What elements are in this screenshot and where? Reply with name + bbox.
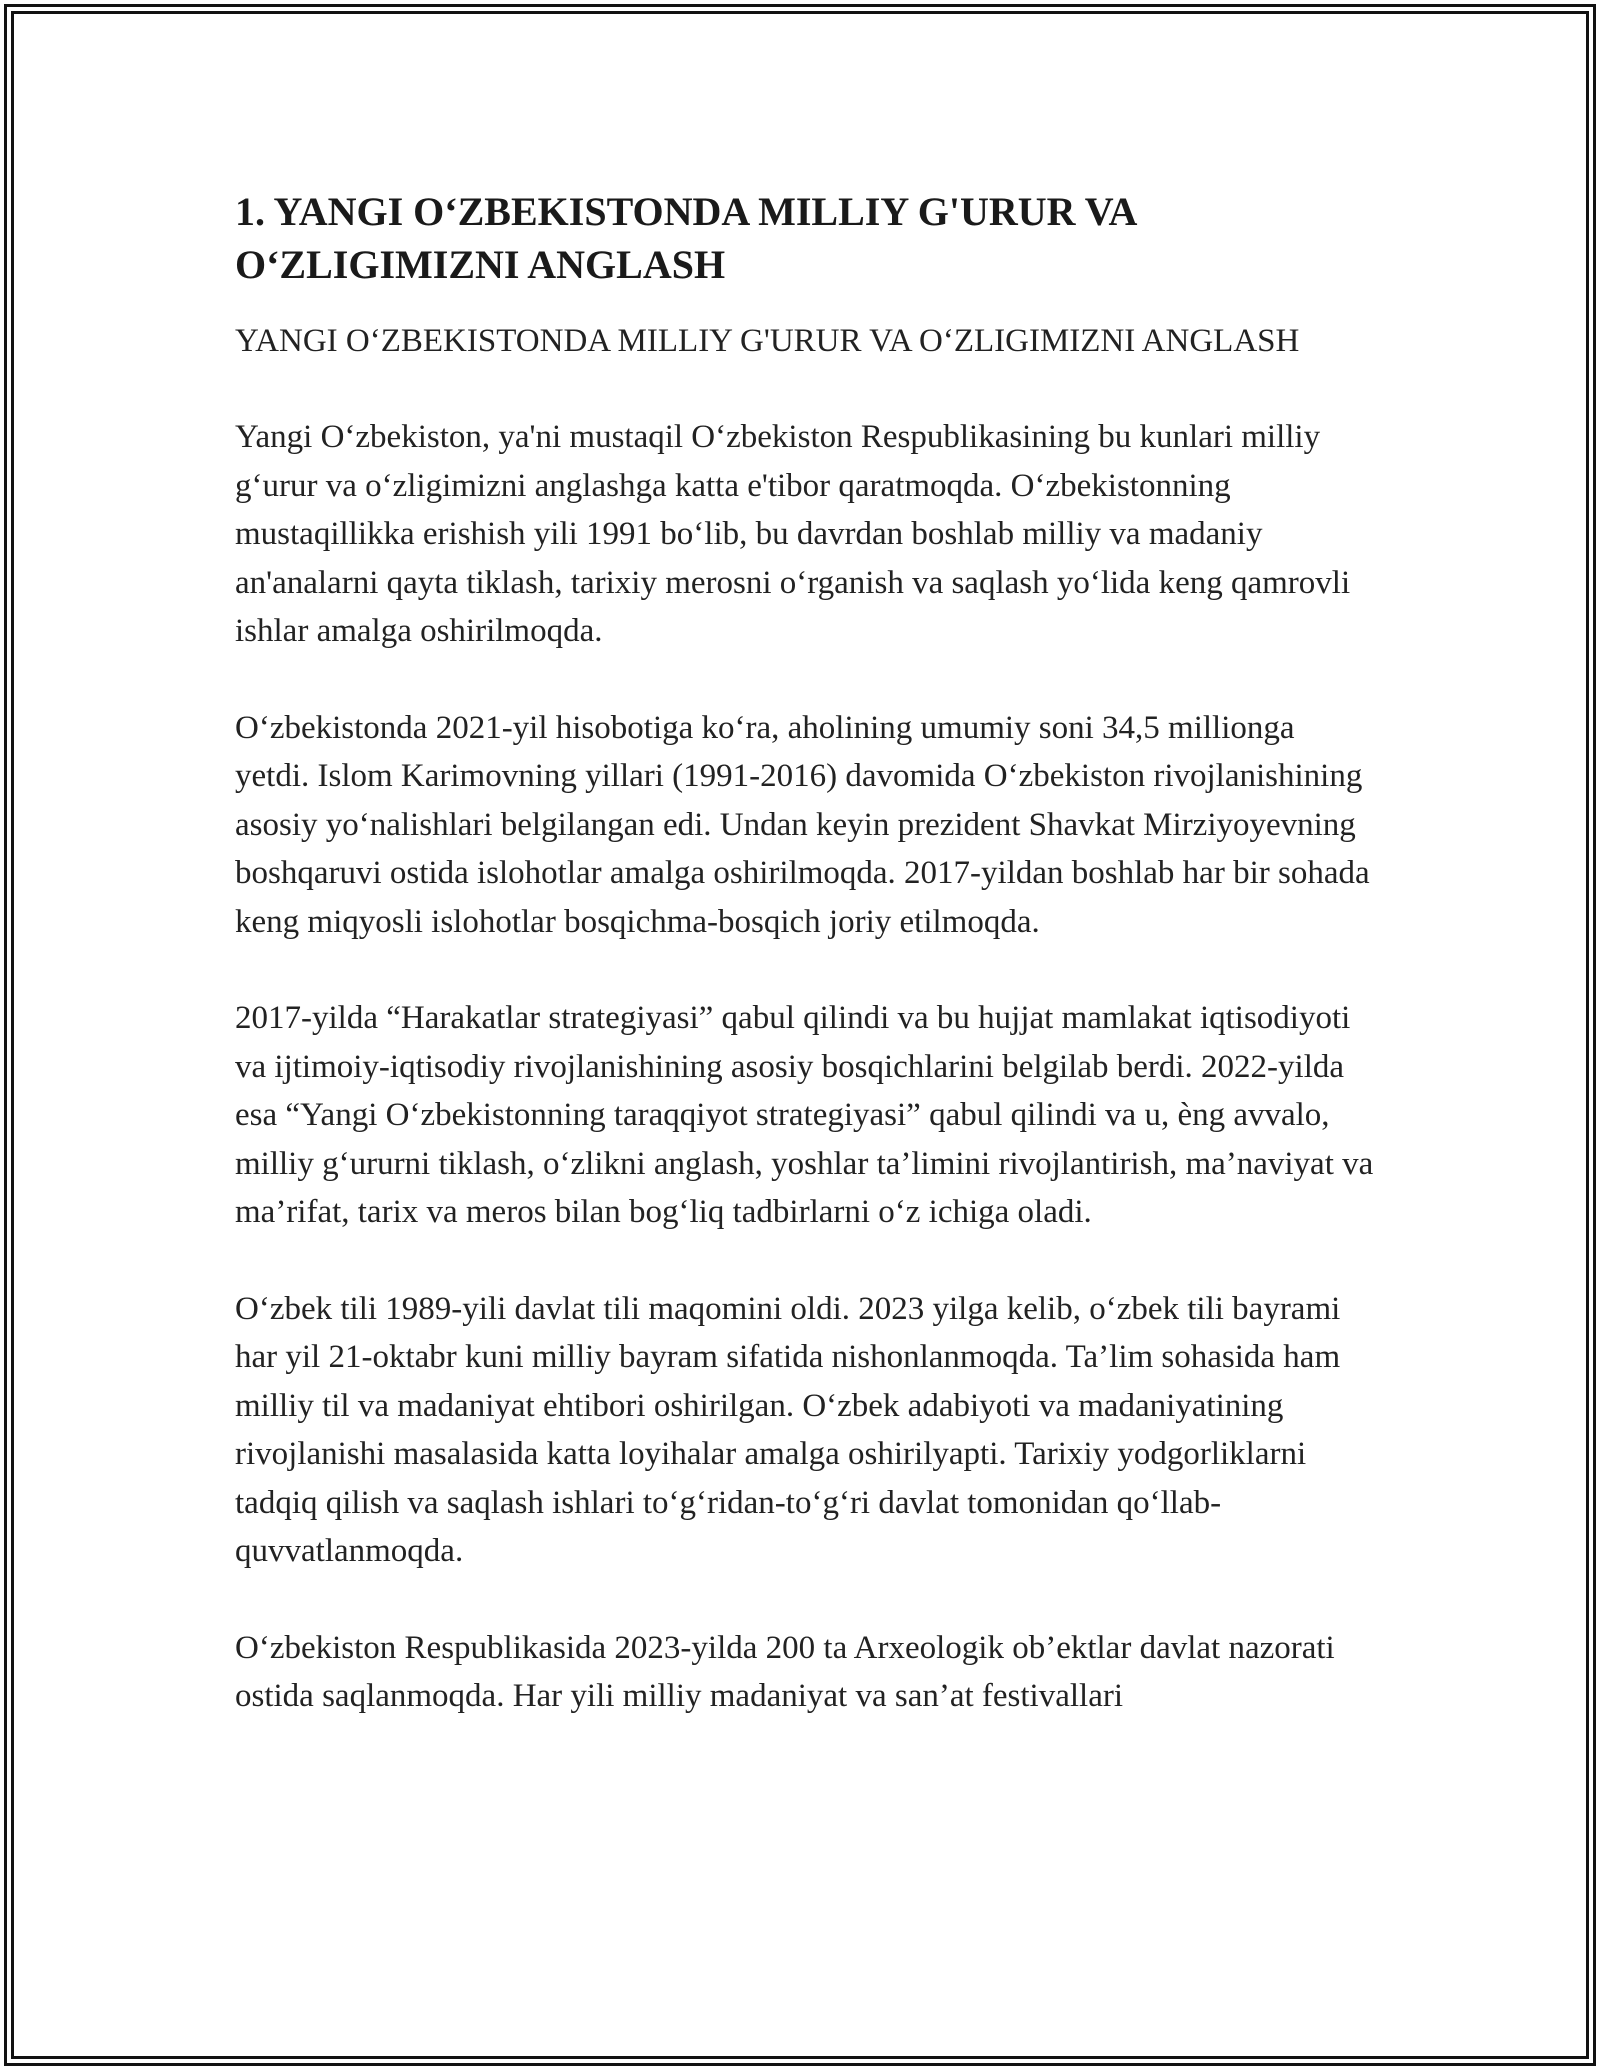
paragraph-5: O‘zbekiston Respublikasida 2023-yilda 200 ta Arxeologik ob’ektlar davlat nazorati ostida saqlanmoqda. Har yili milliy madaniyat va san’at festivallari	[235, 1629, 1335, 1714]
paragraph-3: 2017-yilda “Harakatlar strategiyasi” qabul qilindi va bu hujjat mamlakat iqtisodiyoti va ijtimoiy-iqtisodiy rivojlanishining asosiy bosqichlarini belgilab berdi. 2022-yilda esa “Yangi O‘zbekistonning taraqqiyot strategiyasi” qabul qilindi va u, èng avvalo, milliy g‘ururni tiklash, o‘zlikni anglash, yoshlar ta’limini rivojlantirish, ma’naviyat va ma’rifat, tarix va meros bilan bog‘liq tadbirlarni o‘z ichiga oladi.	[235, 1000, 1374, 1230]
paragraph-4: O‘zbek tili 1989-yili davlat tili maqomini oldi. 2023 yilga kelib, o‘zbek tili bayrami har yil 21-oktabr kuni milliy bayram sifatida nishonlanmoqda. Ta’lim sohasida ham milliy til va madaniyat ehtibori oshirilgan. O‘zbek adabiyoti va madaniyatining rivojlanishi masalasida katta loyihalar amalga oshirilyapti. Tarixiy yodgorliklarni tadqiq qilish va saqlash ishlari to‘g‘ridan-to‘g‘ri davlat tomonidan qo‘llab-quvvatlanmoqda.	[235, 1290, 1341, 1569]
paragraph-2: O‘zbekistonda 2021-yil hisobotiga ko‘ra, aholining umumiy soni 34,5 millionga yetdi. Islom Karimovning yillari (1991-2016) davomida O‘zbekiston rivojlanishining asosiy yo‘nalishlari belgilangan edi. Undan keyin prezident Shavkat Mirziyoyevning boshqaruvi ostida islohotlar amalga oshirilmoqda. 2017-yildan boshlab har bir sohada keng miqyosli islohotlar bosqichma-bosqich joriy etilmoqda.	[235, 709, 1370, 940]
paragraph-1: Yangi O‘zbekiston, ya'ni mustaqil O‘zbekiston Respublikasining bu kunlari milliy g‘urur va o‘zligimizni anglashga katta e'tibor qaratmoqda. O‘zbekistonning mustaqillikka erishish yili 1991 bo‘lib, bu davrdan boshlab milliy va madaniy an'analarni qayta tiklash, tarixiy merosni o‘rganish va saqlash yo‘lida keng qamrovli ishlar amalga oshirilmoqda.	[235, 419, 1351, 649]
document-subtitle: YANGI O‘ZBEKISTONDA MILLIY G'URUR VA O‘ZLIGIMIZNI ANGLASH	[235, 323, 1300, 359]
document-title: 1. YANGI O‘ZBEKISTONDA MILLIY G'URUR VA O‘ZLIGIMIZNI ANGLASH	[235, 189, 1136, 287]
document-page	[235, 185, 1375, 1769]
